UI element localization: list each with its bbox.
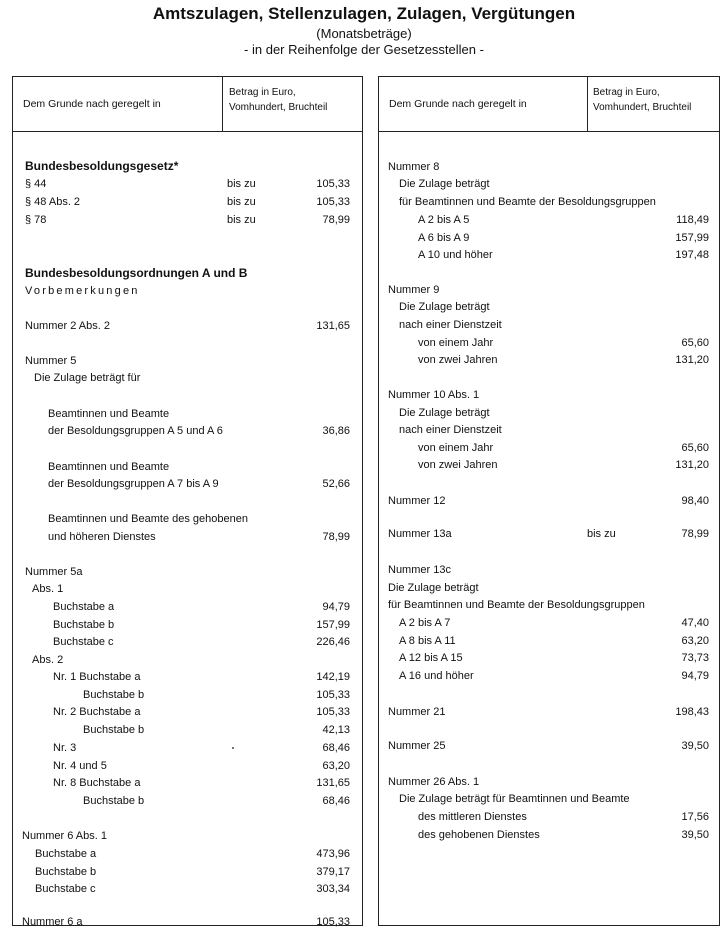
table-row bbox=[13, 352, 362, 370]
row-label: A 16 und höher bbox=[399, 670, 474, 682]
header-basis-label: Dem Grunde nach geregelt in bbox=[389, 98, 527, 110]
table-row bbox=[13, 193, 362, 211]
row-qualifier: bis zu bbox=[227, 178, 256, 190]
table-row bbox=[379, 386, 719, 404]
row-label: Die Zulage beträgt bbox=[399, 178, 490, 190]
header-divider bbox=[587, 77, 588, 131]
row-label: Nr. 8 Buchstabe a bbox=[53, 777, 141, 789]
row-label: A 6 bis A 9 bbox=[418, 232, 470, 244]
table-row bbox=[379, 439, 719, 457]
table-row bbox=[379, 246, 719, 264]
row-amount: 68,46 bbox=[322, 742, 350, 754]
table-row bbox=[379, 649, 719, 667]
row-label: Nummer 6 a bbox=[22, 916, 83, 928]
row-label: Nummer 5 bbox=[25, 355, 77, 367]
row-label: A 2 bis A 5 bbox=[418, 214, 470, 226]
row-amount: 131,65 bbox=[316, 777, 350, 789]
row-label: Buchstabe b bbox=[83, 724, 145, 736]
row-amount: 78,99 bbox=[681, 528, 709, 540]
left-table-header bbox=[13, 77, 362, 132]
row-qualifier: bis zu bbox=[227, 196, 256, 208]
row-label: von zwei Jahren bbox=[418, 459, 498, 471]
row-label: des mittleren Dienstes bbox=[418, 811, 527, 823]
row-label: von einem Jahr bbox=[418, 337, 494, 349]
row-label: Beamtinnen und Beamte bbox=[48, 408, 170, 420]
table-row bbox=[13, 458, 362, 476]
row-label: § 44 bbox=[25, 178, 47, 190]
table-row bbox=[13, 211, 362, 229]
table-row bbox=[379, 421, 719, 439]
row-amount: 52,66 bbox=[322, 478, 350, 490]
page-subtitle-order: - in der Reihenfolge der Gesetzesstellen - bbox=[244, 42, 484, 57]
row-amount: 131,20 bbox=[675, 354, 709, 366]
table-row bbox=[379, 158, 719, 176]
row-label: des gehobenen Dienstes bbox=[418, 829, 540, 841]
scan-speck bbox=[232, 747, 234, 749]
row-label: Nr. 1 Buchstabe a bbox=[53, 671, 141, 683]
table-row bbox=[13, 616, 362, 634]
table-row bbox=[379, 281, 719, 299]
row-amount: 17,56 bbox=[681, 811, 709, 823]
table-row bbox=[379, 632, 719, 650]
row-label: Nummer 5a bbox=[25, 566, 83, 578]
table-row bbox=[379, 175, 719, 193]
table-row bbox=[379, 404, 719, 422]
row-label: Buchstabe b bbox=[83, 795, 145, 807]
row-label: Nr. 3 bbox=[53, 742, 77, 754]
row-amount: 157,99 bbox=[316, 619, 350, 631]
section-heading: Bundesbesoldungsordnungen A und B bbox=[25, 266, 248, 280]
table-row bbox=[13, 598, 362, 616]
row-amount: 73,73 bbox=[681, 652, 709, 664]
table-row bbox=[13, 651, 362, 669]
row-amount: 303,34 bbox=[316, 883, 350, 895]
table-row bbox=[13, 774, 362, 792]
table-row bbox=[13, 422, 362, 440]
row-label: Nummer 8 bbox=[388, 161, 440, 173]
section-heading: Bundesbesoldungsgesetz* bbox=[25, 159, 179, 173]
table-row bbox=[379, 826, 719, 844]
row-label: nach einer Dienstzeit bbox=[399, 319, 502, 331]
row-label: Nummer 21 bbox=[388, 706, 446, 718]
table-row bbox=[13, 282, 362, 300]
table-row bbox=[13, 317, 362, 335]
table-row bbox=[13, 633, 362, 651]
row-amount: 197,48 bbox=[675, 249, 709, 261]
row-label: Die Zulage beträgt für Beamtinnen und Beamte bbox=[399, 793, 630, 805]
row-label: Beamtinnen und Beamte bbox=[48, 461, 170, 473]
row-amount: 105,33 bbox=[316, 196, 350, 208]
row-label: A 2 bis A 7 bbox=[399, 617, 451, 629]
row-amount: 118,49 bbox=[676, 214, 709, 226]
row-amount: 78,99 bbox=[322, 214, 350, 226]
row-label: Nummer 12 bbox=[388, 495, 446, 507]
row-amount: 142,19 bbox=[316, 671, 350, 683]
row-amount: 105,33 bbox=[316, 706, 350, 718]
header-amount-label: Betrag in Euro, Vomhundert, Bruchteil bbox=[229, 87, 328, 113]
page-subtitle: (Monatsbeträge) bbox=[316, 26, 412, 41]
row-amount: 39,50 bbox=[681, 740, 709, 752]
row-label: § 48 Abs. 2 bbox=[25, 196, 81, 208]
row-label: Buchstabe c bbox=[53, 636, 114, 648]
row-label: Abs. 1 bbox=[32, 583, 64, 595]
table-row bbox=[379, 211, 719, 229]
header-amount-label: Betrag in Euro, Vomhundert, Bruchteil bbox=[593, 87, 692, 113]
row-label: Abs. 2 bbox=[32, 654, 64, 666]
table-row bbox=[379, 667, 719, 685]
row-amount: 94,79 bbox=[681, 670, 709, 682]
table-row bbox=[13, 668, 362, 686]
row-amount: 65,60 bbox=[681, 442, 709, 454]
row-label: Die Zulage beträgt bbox=[399, 407, 490, 419]
table-row bbox=[379, 737, 719, 755]
table-row bbox=[379, 316, 719, 334]
table-row bbox=[379, 456, 719, 474]
table-row bbox=[13, 157, 362, 175]
row-label: Nummer 13a bbox=[388, 528, 452, 540]
table-row bbox=[13, 863, 362, 881]
table-row bbox=[379, 525, 719, 543]
table-row bbox=[13, 369, 362, 387]
row-label: Buchstabe b bbox=[53, 619, 115, 631]
row-qualifier: bis zu bbox=[227, 214, 256, 226]
table-row bbox=[13, 563, 362, 581]
row-label: A 12 bis A 15 bbox=[399, 652, 463, 664]
row-amount: 65,60 bbox=[681, 337, 709, 349]
row-label: Vorbemerkungen bbox=[25, 285, 140, 297]
row-label: der Besoldungsgruppen A 7 bis A 9 bbox=[48, 478, 219, 490]
row-label: Buchstabe b bbox=[35, 866, 97, 878]
row-label: Buchstabe a bbox=[53, 601, 115, 613]
row-amount: 47,40 bbox=[681, 617, 709, 629]
row-label: Nr. 2 Buchstabe a bbox=[53, 706, 141, 718]
header-basis-label: Dem Grunde nach geregelt in bbox=[23, 98, 161, 110]
table-row bbox=[379, 351, 719, 369]
row-label: von einem Jahr bbox=[418, 442, 494, 454]
row-label: Buchstabe c bbox=[35, 883, 96, 895]
table-row bbox=[13, 686, 362, 704]
table-row bbox=[13, 475, 362, 493]
table-row bbox=[379, 808, 719, 826]
table-row bbox=[379, 193, 719, 211]
row-label: der Besoldungsgruppen A 5 und A 6 bbox=[48, 425, 223, 437]
row-label: Nummer 13c bbox=[388, 564, 451, 576]
row-label: Nummer 2 Abs. 2 bbox=[25, 320, 110, 332]
row-amount: 226,46 bbox=[316, 636, 350, 648]
table-row bbox=[13, 580, 362, 598]
table-row bbox=[13, 827, 362, 845]
row-amount: 39,50 bbox=[681, 829, 709, 841]
page-title: Amtszulagen, Stellenzulagen, Zulagen, Vergütungen bbox=[152, 4, 576, 23]
row-amount: 36,86 bbox=[322, 425, 350, 437]
row-amount: 131,20 bbox=[675, 459, 709, 471]
row-label: für Beamtinnen und Beamte der Besoldungsgruppen bbox=[399, 196, 656, 208]
row-label: Nummer 10 Abs. 1 bbox=[388, 389, 480, 401]
row-amount: 63,20 bbox=[681, 635, 709, 647]
row-label: für Beamtinnen und Beamte der Besoldungsgruppen bbox=[388, 599, 645, 611]
row-amount: 157,99 bbox=[675, 232, 709, 244]
row-amount: 78,99 bbox=[322, 531, 350, 543]
row-label: Nummer 6 Abs. 1 bbox=[22, 830, 107, 842]
row-amount: 63,20 bbox=[322, 760, 350, 772]
table-row bbox=[13, 175, 362, 193]
row-amount: 105,33 bbox=[316, 178, 350, 190]
table-row bbox=[379, 703, 719, 721]
row-label: Nummer 26 Abs. 1 bbox=[388, 776, 480, 788]
row-amount: 68,46 bbox=[322, 795, 350, 807]
table-row bbox=[13, 703, 362, 721]
table-row bbox=[13, 528, 362, 546]
table-row bbox=[379, 579, 719, 597]
table-row bbox=[13, 880, 362, 898]
table-row bbox=[379, 790, 719, 808]
row-label: und höheren Dienstes bbox=[48, 531, 156, 543]
table-row bbox=[379, 229, 719, 247]
row-amount: 379,17 bbox=[316, 866, 350, 878]
table-row bbox=[379, 596, 719, 614]
table-row bbox=[379, 334, 719, 352]
row-label: Beamtinnen und Beamte des gehobenen bbox=[48, 513, 248, 525]
table-row bbox=[13, 913, 362, 931]
row-amount: 105,33 bbox=[316, 689, 350, 701]
row-label: Buchstabe a bbox=[35, 848, 97, 860]
table-row bbox=[13, 264, 362, 282]
row-amount: 105,33 bbox=[316, 916, 350, 928]
table-row bbox=[13, 721, 362, 739]
table-row bbox=[13, 792, 362, 810]
row-amount: 94,79 bbox=[322, 601, 350, 613]
table-row bbox=[379, 614, 719, 632]
row-label: Nummer 25 bbox=[388, 740, 446, 752]
table-row bbox=[13, 510, 362, 528]
table-row bbox=[13, 739, 362, 757]
row-amount: 42,13 bbox=[322, 724, 350, 736]
row-label: Buchstabe b bbox=[83, 689, 145, 701]
table-row bbox=[13, 757, 362, 775]
table-row bbox=[379, 492, 719, 510]
row-qualifier: bis zu bbox=[587, 528, 616, 540]
table-row bbox=[379, 298, 719, 316]
table-row bbox=[379, 773, 719, 791]
right-table-header bbox=[379, 77, 719, 132]
row-amount: 131,65 bbox=[316, 320, 350, 332]
row-amount: 473,96 bbox=[316, 848, 350, 860]
row-label: Nummer 9 bbox=[388, 284, 440, 296]
row-label: Die Zulage beträgt bbox=[388, 582, 479, 594]
right-table bbox=[378, 76, 720, 926]
row-label: § 78 bbox=[25, 214, 47, 226]
table-row bbox=[13, 405, 362, 423]
left-table bbox=[12, 76, 363, 926]
table-row bbox=[13, 845, 362, 863]
row-amount: 98,40 bbox=[681, 495, 709, 507]
row-amount: 198,43 bbox=[675, 706, 709, 718]
row-label: nach einer Dienstzeit bbox=[399, 424, 502, 436]
row-label: Die Zulage beträgt bbox=[399, 301, 490, 313]
row-label: A 8 bis A 11 bbox=[399, 635, 456, 647]
table-row bbox=[379, 561, 719, 579]
row-label: A 10 und höher bbox=[418, 249, 493, 261]
row-label: von zwei Jahren bbox=[418, 354, 498, 366]
header-divider bbox=[222, 77, 223, 131]
row-label: Nr. 4 und 5 bbox=[53, 760, 107, 772]
row-label: Die Zulage beträgt für bbox=[34, 372, 141, 384]
